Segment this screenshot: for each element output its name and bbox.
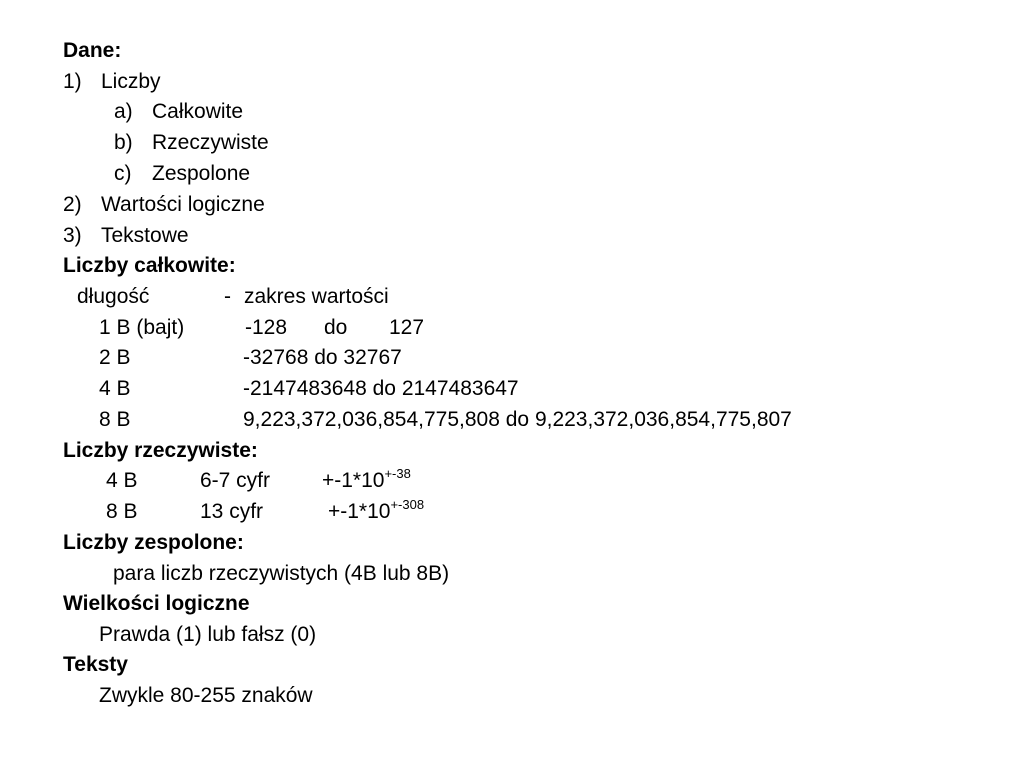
reals-row-2-base: +-1*10 bbox=[328, 500, 391, 523]
texts-text: Zwykle 80-255 znaków bbox=[99, 684, 313, 707]
complex-heading: Liczby zespolone: bbox=[63, 531, 244, 554]
reals-row-1-range bbox=[322, 466, 411, 493]
integers-header-range: zakres wartości bbox=[244, 285, 389, 308]
reals-row-2-range bbox=[328, 497, 425, 524]
reals-row-1-size: 4 B bbox=[106, 469, 138, 492]
integers-row-2-size: 2 B bbox=[99, 346, 131, 369]
integers-row-1-do: do bbox=[324, 316, 348, 339]
integers-heading: Liczby całkowite: bbox=[63, 254, 236, 277]
outline-item-2-label: Wartości logiczne bbox=[101, 193, 265, 216]
texts-heading: Teksty bbox=[63, 653, 128, 676]
integers-row-1-min: -128 bbox=[245, 316, 288, 339]
outline-subitem-a-number: a) bbox=[114, 100, 133, 123]
outline-subitem-a-label: Całkowite bbox=[152, 100, 244, 123]
reals-heading: Liczby rzeczywiste: bbox=[63, 439, 258, 462]
outline-subitem-c-number: c) bbox=[114, 162, 132, 185]
outline-subitem-b-number: b) bbox=[114, 131, 133, 154]
reals-row-2-exponent: +-308 bbox=[390, 497, 425, 512]
integers-row-3-size: 4 B bbox=[99, 377, 131, 400]
integers-row-4-size: 8 B bbox=[99, 408, 131, 431]
complex-text: para liczb rzeczywistych (4B lub 8B) bbox=[113, 562, 450, 585]
reals-row-1-base: +-1*10 bbox=[322, 469, 385, 492]
logical-text: Prawda (1) lub fałsz (0) bbox=[99, 623, 317, 646]
dane-heading: Dane: bbox=[63, 39, 122, 62]
integers-row-1-size: 1 B (bajt) bbox=[99, 316, 185, 339]
integers-row-2-range: -32768 do 32767 bbox=[243, 346, 402, 369]
integers-row-4-range: 9,223,372,036,854,775,808 do 9,223,372,036,854,775,807 bbox=[243, 408, 792, 431]
integers-header-dash: - bbox=[224, 285, 231, 308]
outline-item-3-number: 3) bbox=[63, 224, 82, 247]
reals-row-1-exponent: +-38 bbox=[384, 466, 411, 481]
outline-item-1-number: 1) bbox=[63, 70, 82, 93]
integers-row-1-max: 127 bbox=[389, 316, 425, 339]
integers-header-length: długość bbox=[77, 285, 150, 308]
reals-row-1-digits: 6-7 cyfr bbox=[200, 469, 271, 492]
integers-row-3-range: -2147483648 do 2147483647 bbox=[243, 377, 519, 400]
outline-subitem-c-label: Zespolone bbox=[152, 162, 251, 185]
reals-row-2-digits: 13 cyfr bbox=[200, 500, 264, 523]
outline-subitem-b-label: Rzeczywiste bbox=[152, 131, 269, 154]
outline-item-1-label: Liczby bbox=[101, 70, 161, 93]
logical-heading: Wielkości logiczne bbox=[63, 592, 250, 615]
outline-item-2-number: 2) bbox=[63, 193, 82, 216]
reals-row-2-size: 8 B bbox=[106, 500, 138, 523]
outline-item-3-label: Tekstowe bbox=[101, 224, 189, 247]
